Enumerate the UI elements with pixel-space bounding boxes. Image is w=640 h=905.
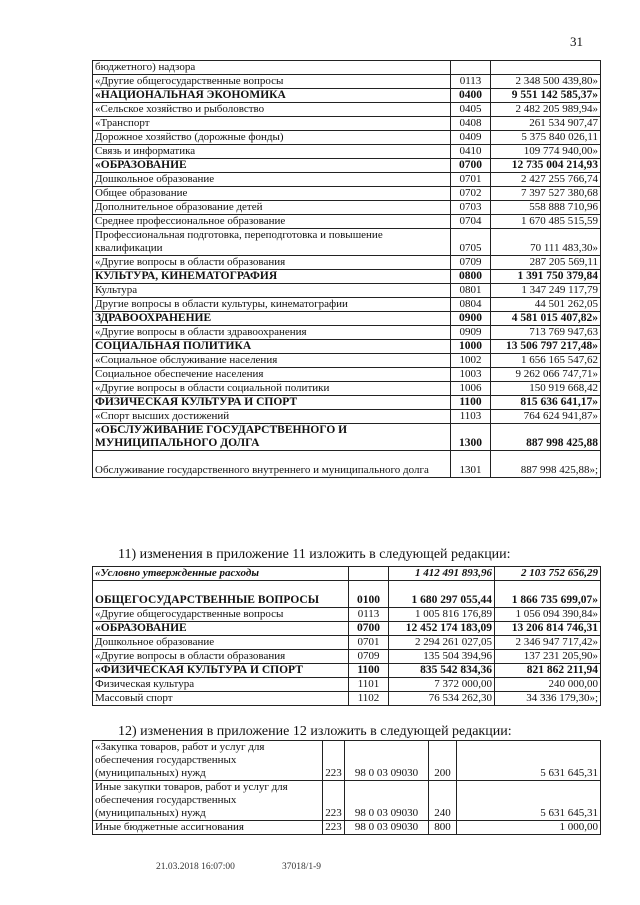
row-name: ФИЗИЧЕСКАЯ КУЛЬТУРА И СПОРТ: [93, 396, 451, 410]
row-amount: 12 735 004 214,93: [491, 159, 601, 173]
row-name: Среднее профессиональное образование: [93, 215, 451, 229]
row-ved: 223: [323, 781, 345, 821]
row-name: Массовый спорт: [93, 692, 349, 706]
row-amount: 764 624 941,87»: [491, 410, 601, 424]
table-row: [93, 89, 601, 103]
conditional-expenses-label: «Условно утвержденные расходы: [93, 567, 349, 581]
row-vr: 240: [429, 781, 457, 821]
row-code: 1100: [451, 396, 491, 410]
footer-doc-id: 37018/1-9: [282, 862, 322, 872]
row-amount: 1 000,00: [457, 821, 601, 835]
row-name: «Закупка товаров, работ и услуг для обеспечения государственных (муниципальных) нужд: [93, 741, 323, 781]
row-amount: 887 998 425,88»;: [491, 451, 601, 478]
row-name: Общее образование: [93, 187, 451, 201]
table-row: [93, 270, 601, 284]
table-row: [93, 215, 601, 229]
row-amount: 887 998 425,88: [491, 424, 601, 451]
row-amount-1: 135 504 394,96: [389, 650, 495, 664]
row-amount: 5 375 840 026,11: [491, 131, 601, 145]
row-code: 0704: [451, 215, 491, 229]
row-name: бюджетного) надзора: [93, 61, 451, 75]
row-name: «ОБРАЗОВАНИЕ: [93, 622, 349, 636]
row-amount: 7 397 527 380,68: [491, 187, 601, 201]
row-code: 0801: [451, 284, 491, 298]
row-amount-2: 1 056 094 390,84»: [495, 608, 601, 622]
row-csr: 98 0 03 09030: [345, 821, 429, 835]
table-row: [93, 187, 601, 201]
row-code: 0709: [349, 650, 389, 664]
row-amount: 558 888 710,96: [491, 201, 601, 215]
row-amount: 1 347 249 117,79: [491, 284, 601, 298]
row-name: «Транспорт: [93, 117, 451, 131]
table-row: [93, 396, 601, 410]
appendix-11-table: [92, 566, 601, 706]
row-name: «Спорт высших достижений: [93, 410, 451, 424]
row-code: 0701: [349, 636, 389, 650]
row-vr: 200: [429, 741, 457, 781]
row-code: 0409: [451, 131, 491, 145]
row-name: «Социальное обслуживание населения: [93, 354, 451, 368]
row-amount-2: 240 000,00: [495, 678, 601, 692]
row-name: «Другие общегосударственные вопросы: [93, 75, 451, 89]
row-amount: 713 769 947,63: [491, 326, 601, 340]
row-amount: 70 111 483,30»: [491, 229, 601, 256]
table-row: [93, 103, 601, 117]
row-name: «НАЦИОНАЛЬНАЯ ЭКОНОМИКА: [93, 89, 451, 103]
table-row: [93, 117, 601, 131]
table-row: [93, 354, 601, 368]
row-code: 1100: [349, 664, 389, 678]
table-row: [93, 284, 601, 298]
row-vr: 800: [429, 821, 457, 835]
row-code: 0405: [451, 103, 491, 117]
row-amount: 2 482 205 989,94»: [491, 103, 601, 117]
row-amount: 2 348 500 439,80»: [491, 75, 601, 89]
row-code: 1101: [349, 678, 389, 692]
row-amount-2: 821 862 211,94: [495, 664, 601, 678]
row-amount-1: 7 372 000,00: [389, 678, 495, 692]
row-code: 0410: [451, 145, 491, 159]
table-row: [93, 382, 601, 396]
table-row: [93, 131, 601, 145]
row-name: Другие вопросы в области культуры, кинематографии: [93, 298, 451, 312]
row-name: Социальное обеспечение населения: [93, 368, 451, 382]
page-number: 31: [570, 34, 583, 49]
row-code: 0703: [451, 201, 491, 215]
row-name: «ОБРАЗОВАНИЕ: [93, 159, 451, 173]
table-row: [93, 741, 601, 781]
row-code: 0702: [451, 187, 491, 201]
row-name: «ФИЗИЧЕСКАЯ КУЛЬТУРА И СПОРТ: [93, 664, 349, 678]
row-csr: 98 0 03 09030: [345, 741, 429, 781]
table-row: [93, 173, 601, 187]
row-code: 0113: [349, 608, 389, 622]
row-ved: 223: [323, 821, 345, 835]
row-amount-1: 2 294 261 027,05: [389, 636, 495, 650]
table-row: [93, 298, 601, 312]
table-row: [93, 410, 601, 424]
row-name: ОБЩЕГОСУДАРСТВЕННЫЕ ВОПРОСЫ: [93, 581, 349, 608]
table-row: [93, 159, 601, 173]
appendix-12-table: [92, 740, 601, 835]
caption-appendix-11: 11) изменения в приложение 11 изложить в следующей редакции:: [118, 547, 511, 562]
table-row: [93, 75, 601, 89]
row-name: «Сельское хозяйство и рыболовство: [93, 103, 451, 117]
table-row: [93, 581, 601, 608]
row-name: «Другие вопросы в области образования: [93, 650, 349, 664]
row-amount: 5 631 645,31: [457, 781, 601, 821]
row-name: Дошкольное образование: [93, 636, 349, 650]
row-code: 1300: [451, 424, 491, 451]
row-amount: 5 631 645,31: [457, 741, 601, 781]
row-amount-1: 76 534 262,30: [389, 692, 495, 706]
row-amount-2: 1 866 735 699,07»: [495, 581, 601, 608]
row-amount: 1 670 485 515,59: [491, 215, 601, 229]
row-amount: 815 636 641,17»: [491, 396, 601, 410]
table-row: [93, 368, 601, 382]
row-amount: 9 262 066 747,71»: [491, 368, 601, 382]
row-code: 1102: [349, 692, 389, 706]
row-name: Профессиональная подготовка, переподготовка и повышение квалификации: [93, 229, 451, 256]
row-amount-2: 13 206 814 746,31: [495, 622, 601, 636]
footer-date: 21.03.2018 16:07:00: [156, 862, 235, 872]
row-amount: 9 551 142 585,37»: [491, 89, 601, 103]
row-name: Связь и информатика: [93, 145, 451, 159]
caption-appendix-12: 12) изменения в приложение 12 изложить в следующей редакции:: [118, 724, 512, 739]
row-amount: 2 427 255 766,74: [491, 173, 601, 187]
row-code: [451, 61, 491, 75]
row-name: Дошкольное образование: [93, 173, 451, 187]
conditional-expenses-amount-2: 2 103 752 656,29: [495, 567, 601, 581]
table-row: [93, 201, 601, 215]
row-name: Обслуживание государственного внутреннего и муниципального долга: [93, 451, 451, 478]
row-amount: 1 656 165 547,62: [491, 354, 601, 368]
row-amount: [491, 61, 601, 75]
row-code: 0900: [451, 312, 491, 326]
row-code: 1000: [451, 340, 491, 354]
row-name: КУЛЬТУРА, КИНЕМАТОГРАФИЯ: [93, 270, 451, 284]
row-amount-2: 137 231 205,90»: [495, 650, 601, 664]
row-name: СОЦИАЛЬНАЯ ПОЛИТИКА: [93, 340, 451, 354]
row-code: 1006: [451, 382, 491, 396]
row-amount: 1 391 750 379,84: [491, 270, 601, 284]
row-name: «Другие общегосударственные вопросы: [93, 608, 349, 622]
row-amount: 261 534 907,47: [491, 117, 601, 131]
row-amount: 109 774 940,00»: [491, 145, 601, 159]
row-name: ЗДРАВООХРАНЕНИЕ: [93, 312, 451, 326]
row-code: 0408: [451, 117, 491, 131]
row-name: «ОБСЛУЖИВАНИЕ ГОСУДАРСТВЕННОГО И МУНИЦИПАЛЬНОГО ДОЛГА: [93, 424, 451, 451]
row-amount: 44 501 262,05: [491, 298, 601, 312]
table-row: [93, 678, 601, 692]
table-row: [93, 650, 601, 664]
table-row: [93, 451, 601, 478]
table-row-header: [93, 567, 601, 581]
row-amount-1: 1 680 297 055,44: [389, 581, 495, 608]
table-row: [93, 424, 601, 451]
table-row: [93, 692, 601, 706]
row-code: 0701: [451, 173, 491, 187]
table-row: [93, 61, 601, 75]
row-code: 0804: [451, 298, 491, 312]
table-row: [93, 781, 601, 821]
table-row: [93, 664, 601, 678]
table-row: [93, 145, 601, 159]
row-code: 1301: [451, 451, 491, 478]
row-code: 0909: [451, 326, 491, 340]
row-amount: 150 919 668,42: [491, 382, 601, 396]
row-amount-1: 835 542 834,36: [389, 664, 495, 678]
row-amount-2: 34 336 179,30»;: [495, 692, 601, 706]
row-name: «Другие вопросы в области образования: [93, 256, 451, 270]
row-code: 1003: [451, 368, 491, 382]
row-csr: 98 0 03 09030: [345, 781, 429, 821]
row-name: «Другие вопросы в области здравоохранения: [93, 326, 451, 340]
row-code: 1002: [451, 354, 491, 368]
row-code: 0113: [451, 75, 491, 89]
row-name: Дополнительное образование детей: [93, 201, 451, 215]
appendix-10-table: [92, 60, 601, 478]
table-row: [93, 312, 601, 326]
row-name: Дорожное хозяйство (дорожные фонды): [93, 131, 451, 145]
row-amount-1: 1 005 816 176,89: [389, 608, 495, 622]
row-code: 0709: [451, 256, 491, 270]
table-row: [93, 256, 601, 270]
row-code: 0100: [349, 581, 389, 608]
table-row: [93, 340, 601, 354]
row-code: 0400: [451, 89, 491, 103]
row-code: 1103: [451, 410, 491, 424]
conditional-expenses-code: [349, 567, 389, 581]
table-row: [93, 636, 601, 650]
table-row: [93, 622, 601, 636]
table-row: [93, 821, 601, 835]
row-code: 0700: [349, 622, 389, 636]
row-name: Физическая культура: [93, 678, 349, 692]
row-amount-1: 12 452 174 183,09: [389, 622, 495, 636]
row-code: 0800: [451, 270, 491, 284]
row-code: 0705: [451, 229, 491, 256]
row-name: Культура: [93, 284, 451, 298]
row-name: Иные бюджетные ассигнования: [93, 821, 323, 835]
row-ved: 223: [323, 741, 345, 781]
row-name: «Другие вопросы в области социальной политики: [93, 382, 451, 396]
row-code: 0700: [451, 159, 491, 173]
row-amount-2: 2 346 947 717,42»: [495, 636, 601, 650]
conditional-expenses-amount-1: 1 412 491 893,96: [389, 567, 495, 581]
table-row: [93, 229, 601, 256]
row-amount: 13 506 797 217,48»: [491, 340, 601, 354]
row-name: Иные закупки товаров, работ и услуг для обеспечения государственных (муниципальных) нужд: [93, 781, 323, 821]
table-row: [93, 608, 601, 622]
row-amount: 4 581 015 407,82»: [491, 312, 601, 326]
table-row: [93, 326, 601, 340]
row-amount: 287 205 569,11: [491, 256, 601, 270]
